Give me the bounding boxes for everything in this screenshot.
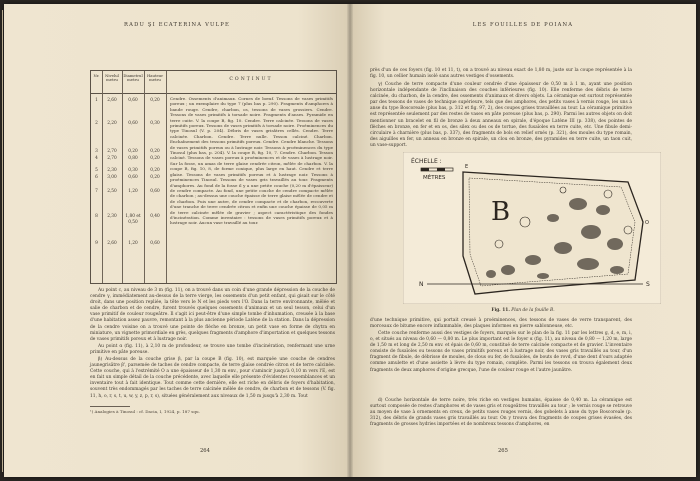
table-cell-c: 0,20 bbox=[150, 156, 160, 161]
left-running-head: RADU ŞI ECATERINA VULPE bbox=[124, 22, 230, 28]
table-cell-nr: 3 bbox=[95, 149, 98, 154]
figure-caption-prefix: Fig. 11. bbox=[491, 308, 510, 313]
book-spread bbox=[4, 4, 696, 477]
table-cell-nr: 2 bbox=[95, 121, 98, 126]
table-cell-nr: 5 bbox=[95, 168, 98, 173]
scale-unit: MÈTRES bbox=[423, 175, 446, 181]
header-level: Nivelul metru bbox=[105, 73, 119, 83]
table-cell-c: 0,20 bbox=[150, 168, 160, 173]
figure-caption-text: Plan de la fouille B. bbox=[511, 308, 555, 313]
table-cell-a: 2,60 bbox=[107, 241, 117, 246]
site-plan-figure bbox=[403, 152, 661, 304]
section-letter-s: S bbox=[646, 281, 650, 288]
table-cell-b: 0,60 bbox=[128, 98, 138, 103]
table-cell-a: 2,30 bbox=[107, 214, 117, 219]
table-cell-nr: 7 bbox=[95, 189, 98, 194]
left-paragraph-1: Au point c, au niveau de 3 m (fig. 11), on a trouvé dans un coin d'une grande dépression de la couche de cendre γ, immédiatement au-dessus de la terre vierge, les ossements d'un petit enfant, qui gisait sur le côté droit, dans une position repliée, la tête vers le N et les pieds vers l'O. Dans la terre environnante, mêlée et salie de charbon et de cendre, furent trouvés quelques ossements d'animaux et un seul tesson, celui d'un vase primitif de couleur rougeâtre. Il s'agit ici peut-être d'une simple tombe d'inhumation, creusée à la base d'une habitation assez pauvre, remontant à la plus ancienne période Latène de la station. Dans la dépression de la cendre voisine on a trouvé une pointe de flèche en bronze, un petit vase en forme de chytra en miniature, un vignette primordiale en grès, quelques fragments d'amphore d'importation et quelques tessons de vases primitifs poreux et à lustrage noir. bbox=[90, 288, 335, 342]
table-cell-nr: 9 bbox=[95, 241, 98, 246]
right-paragraph-2: γ) Couche de terre compacte d'une couleur cendrée d'une épaisseur de 0,50 m à 1 m, ayant une position horizontale indépendante de l'inclinaison des couches inférieures (fig. 10). Elle renferme des débris de terre calcinée, du charbon, de la cendre, des ossements d'animaux et divers objets. La céramique est surtout représentée par des tessons de vases de technique supérieure, tels que des amphores, des petits vases à vernis rouge, les uns à anse du type Boscoreale (plus bas, p. 312 et fig. 97, 2), des coupes grises travaillées au tour. La céramique primitive est représentée seulement par des restes de vases en pâte poreuse (plus bas, p. 290). Parmi les autres objets on doit mentionner un bracelet en fil de bronze à deux anneaux en spirale, d'époque Latène III (p. 338), des pointes de flèches en bronze, en fer et en os, des silex ou des os de tortue, des fusaïoles en terre cuite, etc. Une fibule demi-circulaire à charnière (plus bas, p. 337), des fragments de bols en relief ornés (p. 321), des moules du type romain, des aiguilles en fer, un anneau en bronze en spirale, un clou en bronze, des pyramides en terre cuite, un taon cuit, un vase-support. bbox=[370, 82, 632, 148]
left-paragraph-3: β) Au-dessus de la couche grise β, par la coupe B (fig. 10), est marquée une couche de cendres jaunegrisâtre β', parsemée de taches de cendre compacte, de terre glaise cendrée citron et de terre calcinée. Cette couche, qui à l'extrémité O a une épaisseur de 1,30 m env., pour s'amincir jusqu'à 0,10 m vers l'E, est en fait un simple détail de la couche précédente, avec laquelle elle présente d'évidentes ressemblances et un inventaire tout à fait identique. Tout comme cette dernière, elle est riche en débris de foyers d'habitation, souvent très endommagés par les taches de terre calcinée mêlée de cendre, de charbon et de tessons (V. fig. 11, h, o, r, s, t, u, w, y, z, p, r, s), situées généralement aux niveaux de 1,50 m jusqu'à 2,30 m. Tout bbox=[90, 357, 335, 399]
right-paragraph-1: près d'un de ces foyers (fig. 10 et 11, t), on a trouvé au niveau exact de 1,80 m, juste sur la coupe représentée à la fig. 10, un cellier humain isolé sans autres vestiges d'ossements. bbox=[370, 68, 632, 80]
right-paragraph-5: d) Couche horizontale de terre noire, très riche en vestiges humains, épaisse de 0,40 m. La céramique est surtout composée de restes d'amphores et de vases gris et rougeâtres travaillés au tour ; le vernis rouge se retrouve au moyen de vase à ornements en creux, de petits vases rouges vernis, des gobelets à anse du type Boscoreale (p. 312), des débris de grands vases gris travaillés au tour. On y trouva des fragments de coupes grises évasées, des fragments de grosses hydries importées et de nombreux tessons d'amphores, en bbox=[370, 398, 632, 428]
table-cell-b: 1,80 et 0,50 bbox=[125, 214, 141, 225]
area-letter: B bbox=[491, 197, 511, 227]
table-cell-a: 2,60 bbox=[107, 98, 117, 103]
table-cell-nr: 4 bbox=[95, 156, 98, 161]
left-paragraph-2: Au point α (fig. 11), à 2,10 m de profondeur, se trouve une tombe d'incinération, renfermant une urne primitive en pâte poreuse. bbox=[90, 344, 335, 356]
features-table bbox=[90, 70, 337, 284]
book-gutter bbox=[347, 4, 353, 477]
right-page bbox=[350, 4, 696, 477]
header-nr: Nr. bbox=[93, 73, 100, 78]
table-cell-c: 0,30 bbox=[150, 121, 160, 126]
table-cell-a: 2,20 bbox=[107, 121, 117, 126]
footnote: ¹) Analogies à Tinosul : cf. Dacia, I, 1924, p. 187 squ. bbox=[90, 409, 200, 414]
table-cell-b: 1,20 bbox=[128, 189, 138, 194]
table-cell-nr: 8 bbox=[95, 214, 98, 219]
header-diameter: Diametrul metru bbox=[123, 73, 143, 83]
table-cell-b: 0,60 bbox=[128, 121, 138, 126]
letter-o: O bbox=[645, 220, 649, 226]
table-cell-a: 2,30 bbox=[107, 168, 117, 173]
table-cell-c: 0,20 bbox=[150, 149, 160, 154]
table-cell-a: 3,00 bbox=[107, 175, 117, 180]
left-page bbox=[4, 4, 350, 477]
table-cell-c: 0,20 bbox=[150, 98, 160, 103]
scale-label: ÉCHELLE : bbox=[411, 158, 442, 165]
table-cell-b: 0,20 bbox=[128, 149, 138, 154]
right-paragraph-4: Cette couche renferme aussi des vestiges de foyers, marqués sur le plan de la fig. 11 par les lettres g, d, e, m, i, o, et situés au niveau de 0,60 — 0,80 m. Le plus important est le foyer α (fig. 11), au niveau de 0,80 — 1,20 m, large de 1,50 m et long de 2,50 m env. et épais de 0,60 m, constitué de terre calcinée compacte et de gravier. L'inventaire consiste de fusaïoles ou tessons de vases primitifs poreux et à lustrage noir, des vases gris travaillés au tour, d'un fragment de fibule, de débrisse de moules, de clous ou fer, de fusaïoles, de bouts de rovd, d'une dent d'ours adaptée comme amulette et d'une assiette à lèvre du type romain, complète. Parmi les tessons on trouva également deux fragments de deux amphores d'origine grecque, l'une de couleur rouge et l'autre jaunâtre. bbox=[370, 331, 632, 373]
right-paragraph-3: d'une technique primitive, qui portait creusé à proéminences, des tessons de vases de verre transparent, des morceaux de bitume encore inflammable, des plaques informes en pierre sablonneuse, etc. bbox=[370, 318, 632, 330]
left-folio: 264 bbox=[200, 448, 210, 454]
footnote-rule bbox=[90, 406, 130, 407]
header-height: Hauteur metru bbox=[146, 73, 164, 83]
section-letter-n: N bbox=[419, 281, 424, 288]
table-cell-b: 0,60 bbox=[128, 175, 138, 180]
table-cell-b: 0,30 bbox=[128, 168, 138, 173]
table-cell-a: 2,70 bbox=[107, 156, 117, 161]
site-plan-drawing bbox=[403, 152, 661, 304]
table-cell-c: 0,60 bbox=[150, 189, 160, 194]
table-cell-c: 0,20 bbox=[150, 175, 160, 180]
table-cell-a: 2,70 bbox=[107, 149, 117, 154]
right-folio: 265 bbox=[498, 448, 508, 454]
table-content-text: Cendre. Ossements d'animaux. Cornes de bœuf. Tessons de vases primitifs poreux ; un exemplaire du type 7 (plus bas p. 290). Fragments d'amphores à bande rouge. Cendre, charbon, os, tessons de vases grossiers. Cendre. Tessons de vases primitifs à torsade noire. Fragments d'anses. Pyramide en terre cuite. V. la coupe B, fig. 10. Cendre. Terre calcinée. Tessons de vases primitifs poreux. Tessons de vases primitifs à torsade noire. Proéminences du type Tinosul (V. p. 204). Débris de vases grisâtres cellés. Cendre. Terre calcinée. Charbon. Cendre. Terre nulle. Tesson calciné. Charbon. Enchaînement des tessons primitifs poreux. Cendre. Cendre blanche. Tessons de vases primitifs poreux ou à lustrage noir. Tessons à proéminences du type Tinosul (plus bas, p. 204). V. la coupe B, fig. 10, 7. Cendre. Charbon. Tesson calciné. Tessons de vases poreux à proéminences et de vases à lustrage noir. Sur la fosse, un amas de terre glaise cendrée citron, mêlée de charbon. V. la coupe B, fig. 10, 8, de forme conique, plus large en haut. Cendre et terre glaise. Tessons de vases primitifs poreux et à lustrage noir. Tessons à proéminences Tinosul. Tessons de vases gris travaillés au tour. Fragments d'amphores. Au fond de la fosse il y a une petite couche (0,20 m d'épaisseur) de cendre compacte. Au fond, une petite couche de cendre compacte mêlée de charbon ; au-dessus une couche épaisse de terre glaise mêlée de cendre et de charbon. Puis une autre, de cendre compacte et de charbon, recouverte d'une tranche de terre cendrée citron et enfin une couche épaisse de 0,05 m de terre calcinée mêlée de gravier ; aspect caractéristique des fondes d'incinération. Comme inventaire : tessons de vases primitifs poreux et à lustrage noir. Aucun vase travaillé au tour. bbox=[170, 96, 333, 226]
header-content: CONȚINUT bbox=[229, 77, 273, 82]
table-cell-c: 0,60 bbox=[150, 241, 160, 246]
table-cell-nr: 1 bbox=[95, 98, 98, 103]
letter-e: E bbox=[465, 164, 469, 170]
table-cell-c: 0,40 bbox=[150, 214, 160, 219]
table-cell-nr: 6 bbox=[95, 175, 98, 180]
figure-caption bbox=[350, 308, 696, 313]
table-cell-b: 0,80 bbox=[128, 156, 138, 161]
table-cell-b: 1,20 bbox=[128, 241, 138, 246]
right-running-head: LES FOUILLES DE POIANA bbox=[472, 22, 574, 28]
table-cell-a: 2,50 bbox=[107, 189, 117, 194]
